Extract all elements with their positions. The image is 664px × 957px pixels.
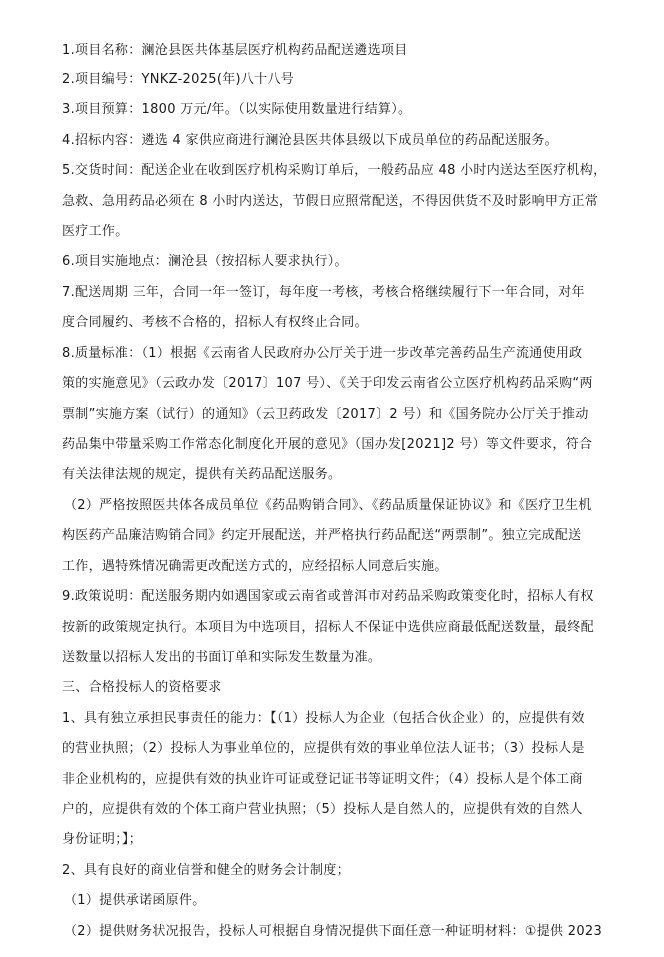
doc-line-9-policy-2: 按新的政策规定执行。本项目为中选项目，招标人不保证中选供应商最低配送数量，最终配: [62, 620, 595, 635]
qual-item-1: 1、具有独立承担民事责任的能力：【（1）投标人为企业（包括合伙企业）的，应提供有效: [62, 711, 585, 726]
qual-item-1-cont-2: 非企业机构的，应提供有效的执业许可证或登记证书等证明文件；（4）投标人是个体工商: [62, 772, 583, 787]
qual-item-2-sub-1: （1）提供承诺函原件。: [64, 893, 206, 908]
doc-line-7-cycle-cont: 度合同履约、考核不合格的，招标人有权终止合同。: [62, 315, 368, 330]
doc-line-8-sub-2-cont: 构医药产品廉洁购销合同》约定开展配送，并严格执行药品配送“两票制”。独立完成配送: [62, 528, 582, 543]
qual-item-1-cont: 的营业执照；（2）投标人为事业单位的，应提供有效的事业单位法人证书；（3）投标人是: [62, 741, 585, 756]
doc-line-2-project-number: 2.项目编号：YNKZ-2025(年)八十八号: [62, 72, 295, 87]
doc-line-8-quality-3: 票制”实施方案（试行）的通知》（云卫药政发〔2017〕2 号）和《国务院办公厅关于推动: [62, 407, 589, 422]
section-heading-qualifications: 三、合格投标人的资格要求: [62, 680, 222, 695]
doc-line-3-budget: 3.项目预算：1800 万元/年。（以实际使用数量进行结算）。: [62, 102, 412, 117]
qual-item-2: 2、具有良好的商业信誉和健全的财务会计制度；: [62, 863, 350, 878]
doc-line-8-quality-4: 药品集中带量采购工作常态化制度化开展的意见》（国办发[2021]2 号）等文件要求，符合: [62, 437, 593, 452]
doc-line-5-delivery: 5.交货时间：配送企业在收到医疗机构采购订单后，一般药品应 48 小时内送达至医疗机构，: [62, 163, 607, 178]
doc-line-8-quality-2: 策的实施意见》（云政办发〔2017〕107 号）、《关于印发云南省公立医疗机构药品采购“两: [62, 376, 593, 391]
doc-line-9-policy: 9.政策说明：配送服务期内如遇国家或云南省或普洱市对药品采购政策变化时，招标人有权: [62, 589, 594, 604]
doc-line-6-location: 6.项目实施地点：澜沧县（按招标人要求执行）。: [62, 254, 348, 269]
doc-line-8-quality-5: 有关法律法规的规定，提供有关药品配送服务。: [62, 467, 342, 482]
doc-line-1-project-name: 1.项目名称：澜沧县医共体基层医疗机构药品配送遴选项目: [62, 43, 408, 58]
doc-line-8-sub-2: （2）严格按照医共体各成员单位《药品购销合同》、《药品质量保证协议》和《医疗卫生机: [64, 498, 592, 513]
qual-item-2-sub-2: （2）提供财务状况报告，投标人可根据自身情况提供下面任意一种证明材料：①提供 2023: [64, 924, 603, 939]
doc-line-8-quality: 8.质量标准：（1）根据《云南省人民政府办公厅关于进一步改革完善药品生产流通使用政: [62, 346, 583, 361]
doc-line-5-delivery-end: 医疗工作。: [62, 224, 129, 239]
qual-item-1-cont-3: 户的，应提供有效的个体工商户营业执照；（5）投标人是自然人的，应提供有效的自然人: [62, 802, 583, 817]
doc-line-4-content: 4.招标内容：遴选 4 家供应商进行澜沧县医共体县级以下成员单位的药品配送服务。: [62, 133, 558, 148]
doc-line-7-cycle: 7.配送周期 三年，合同一年一签订，每年度一考核，考核合格继续履行下一年合同，对年: [62, 285, 585, 300]
doc-line-8-sub-2-end: 工作，遇特殊情况确需更改配送方式的，应经招标人同意后实施。: [62, 559, 448, 574]
doc-line-5-delivery-cont: 急救、急用药品必须在 8 小时内送达，节假日应照常配送，不得因供货不及时影响甲方正常: [62, 194, 599, 209]
qual-item-1-end: 身份证明；】；: [62, 832, 143, 847]
doc-line-9-policy-3: 送数量以招标人发出的书面订单和实际发生数量为准。: [62, 650, 382, 665]
